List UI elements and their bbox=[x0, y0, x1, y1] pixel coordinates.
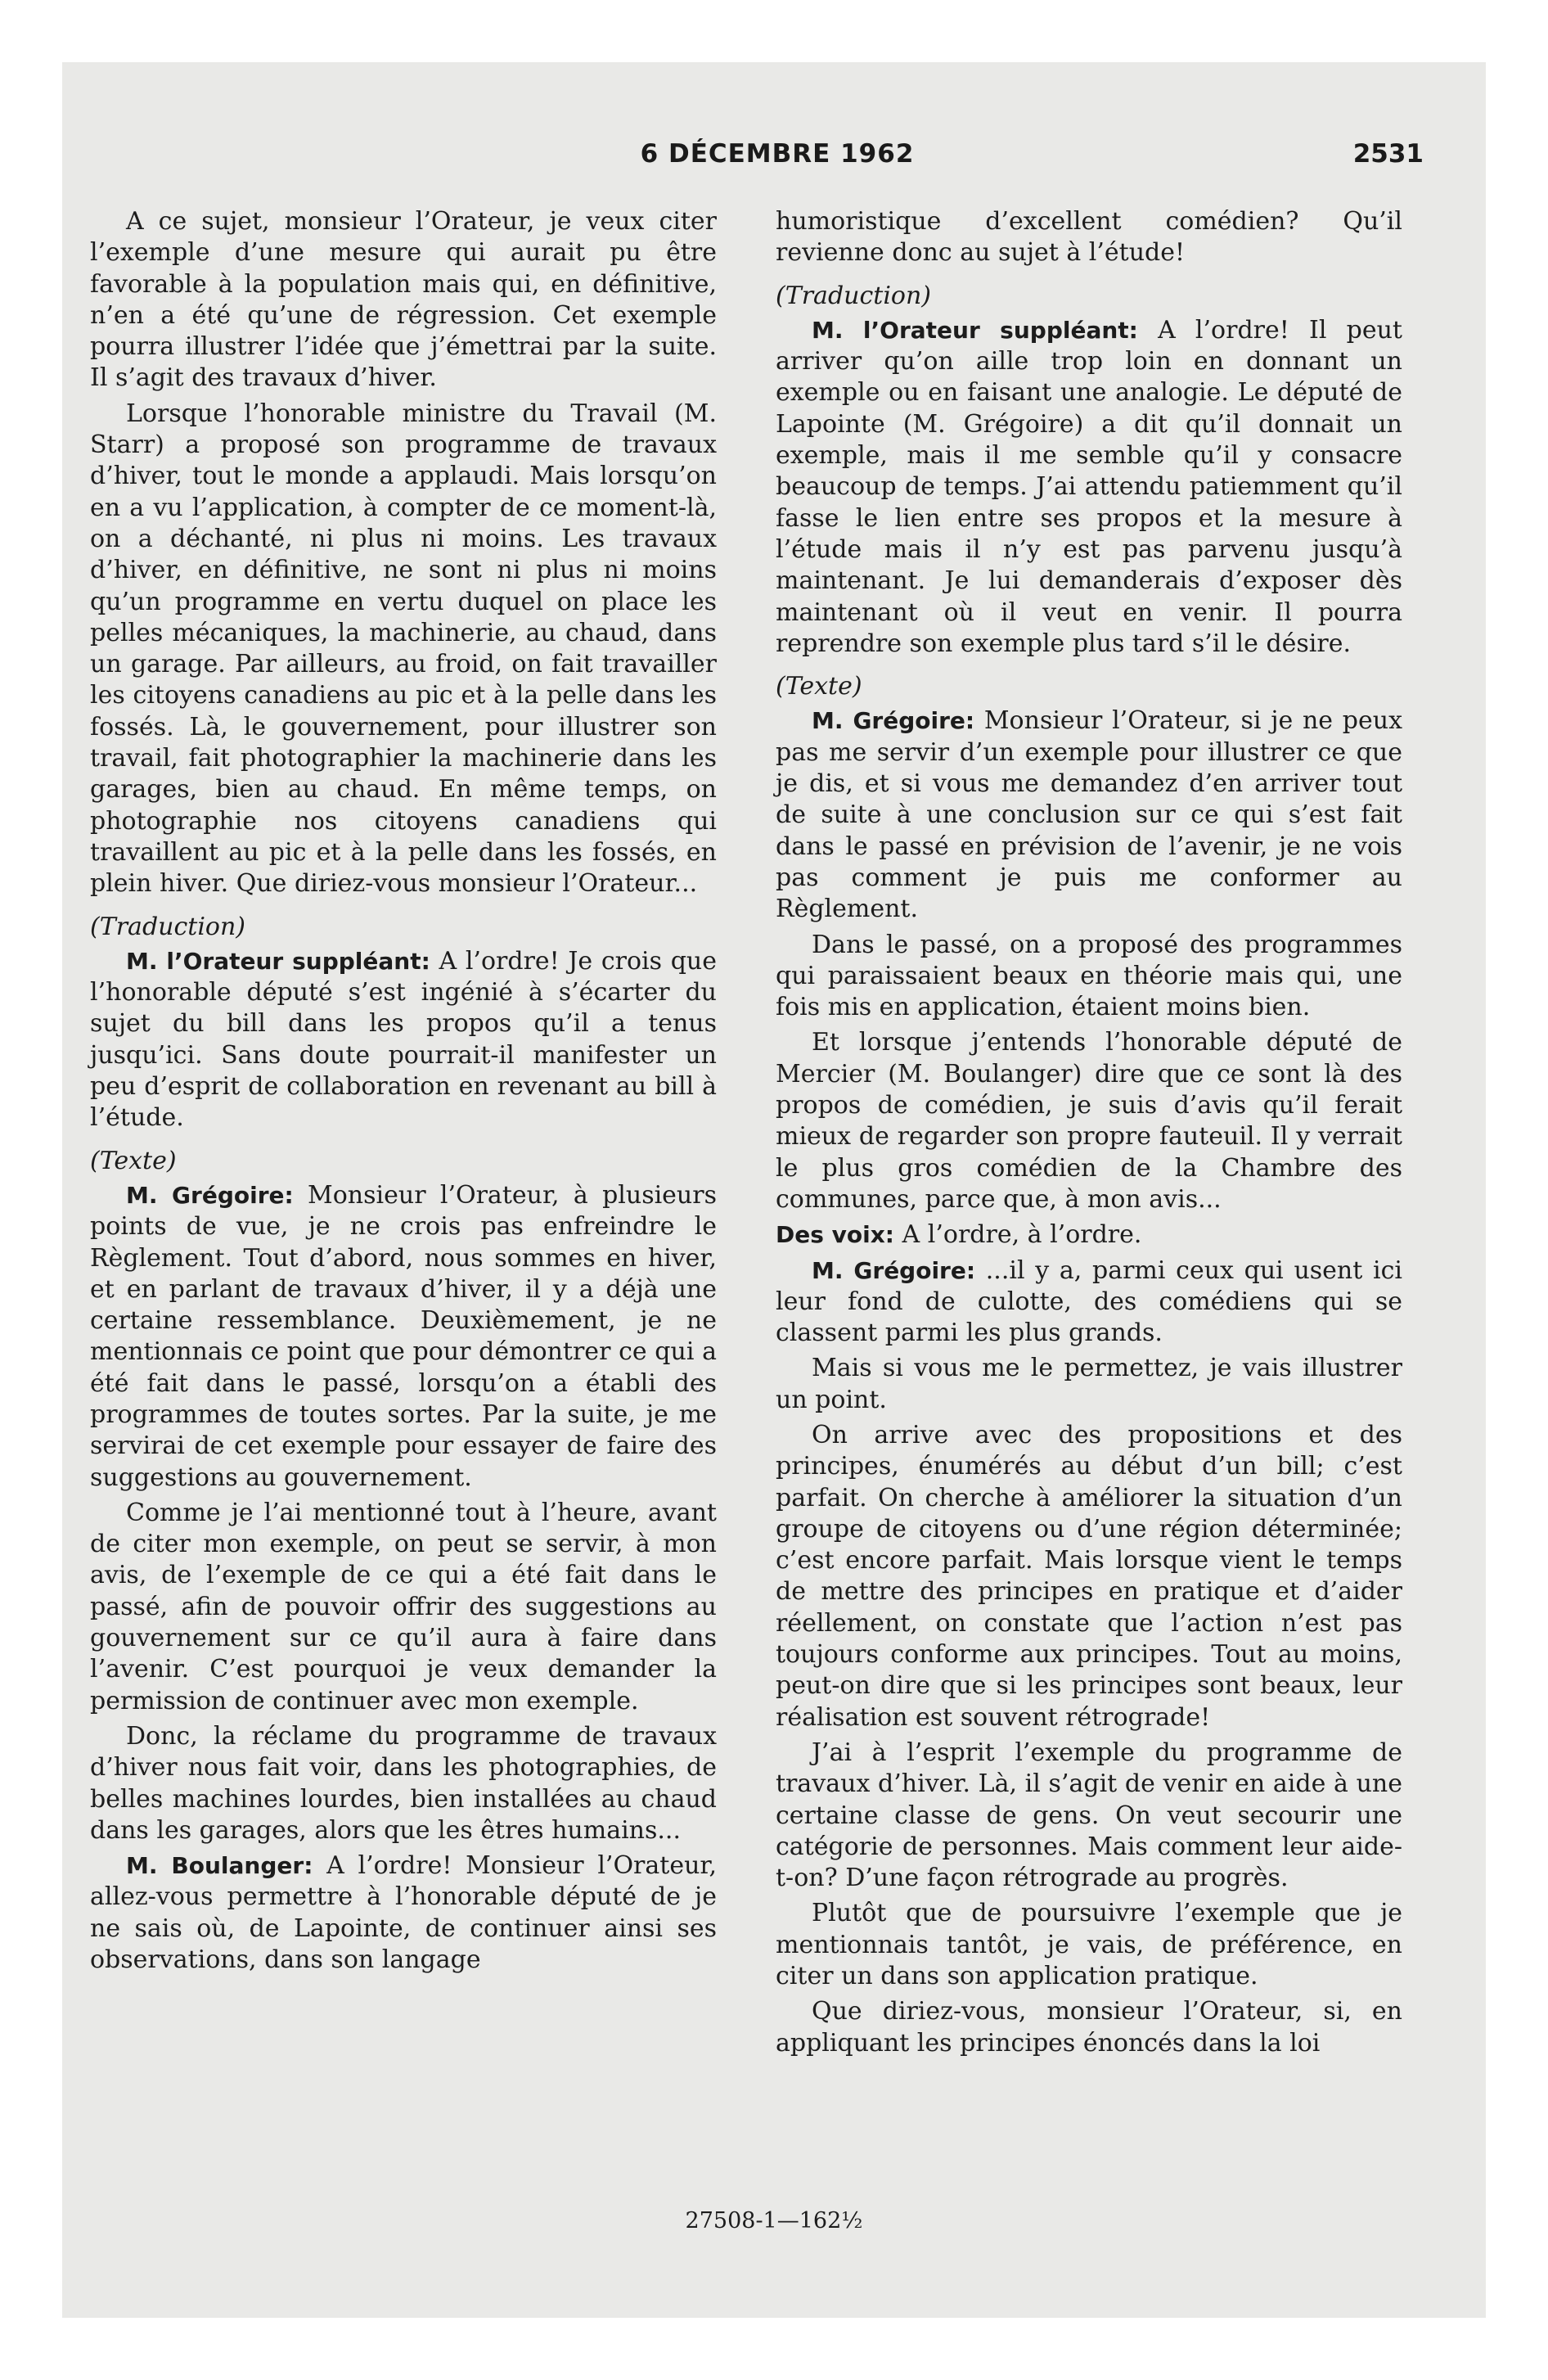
speech-text: Monsieur l’Orateur, si je ne peux pas me servir d’un exemple pour illustrer ce que je dis, et si vous me demandez d’en arriver tout de suite à une conclusion sur ce qui s’est fait dans le passé en prévision de l’avenir, je ne vois pas comment je puis me conformer au Règlement. bbox=[776, 706, 1402, 924]
speaker-name: M. Boulanger: bbox=[126, 1852, 313, 1880]
paragraph bbox=[90, 1498, 717, 1717]
speech bbox=[90, 1850, 717, 1976]
speech-text: Monsieur l’Orateur, à plusieurs points de vue, je ne crois pas enfreindre le Règlement. Tout d’abord, nous sommes en hiver, et en parlant de travaux d’hiver, il y a déjà une certaine ressemblance. Deuxièmement, je ne mentionnais ce point que pour démontrer ce qui a été fait dans le passé, lorsqu’on a établi des programmes de toutes sortes. Par la suite, je me servirai de cet exemple pour essayer de faire des suggestions au gouvernement. bbox=[90, 1180, 717, 1492]
speaker-name: M. l’Orateur suppléant: bbox=[126, 947, 430, 975]
speaker-name: M. Grégoire: bbox=[126, 1181, 294, 1209]
paragraph bbox=[776, 1738, 1402, 1894]
page-number: 2531 bbox=[1352, 139, 1424, 169]
paragraph-text: Comme je l’ai mentionné tout à l’heure, avant de citer mon exemple, on peut se servir, à mon avis, de l’exemple de ce qui a été fait dans le passé, afin de pouvoir offrir des suggestions au gouvernement sur ce qu’il aura à faire dans l’avenir. C’est pourquoi je veux demander la permission de continuer avec mon exemple. bbox=[90, 1498, 717, 1715]
paragraph-text: A ce sujet, monsieur l’Orateur, je veux citer l’exemple d’une mesure qui aurait pu être favorable à la population mais qui, en définitive, n’en a été qu’une de régression. Cet exemple pourra illustrer l’idée que j’émettrai par la suite. Il s’agit des travaux d’hiver. bbox=[90, 207, 717, 393]
speech-text: ...il y a, parmi ceux qui usent ici leur fond de culotte, des comédiens qui se classent parmi les plus grands. bbox=[776, 1255, 1402, 1348]
speech bbox=[90, 1180, 717, 1494]
paragraph-text: Lorsque l’honorable ministre du Travail (M. Starr) a proposé son programme de travaux d’hiver, tout le monde a applaudi. Mais lorsqu’on en a vu l’application, à compter de ce moment-là, on a déchanté, ni plus ni moins. Les travaux d’hiver, en définitive, ne sont ni plus ni moins qu’un programme en vertu duquel on place les pelles mécaniques, la machinerie, au chaud, dans un garage. Par ailleurs, au froid, on fait travailler les citoyens canadiens au pic et à la pelle dans les fossés. Là, le gouvernement, pour illustrer son travail, fait photographier la machinerie dans les garages, bien au chaud. En même temps, on photographie nos citoyens canadiens qui travaillent au pic et à la pelle dans les fossés, en plein hiver. Que diriez-vous monsieur l’Orateur... bbox=[90, 399, 717, 899]
paragraph-continued bbox=[776, 206, 1402, 269]
paragraph-text: Donc, la réclame du programme de travaux d’hiver nous fait voir, dans les photographies, de belles machines lourdes, bien installées au chaud dans les garages, alors que les êtres humains... bbox=[90, 1721, 717, 1845]
paragraph-text: Plutôt que de poursuivre l’exemple que je mentionnais tantôt, je vais, de préférence, en citer un dans son application pratique. bbox=[776, 1899, 1402, 1991]
language-label: (Texte) bbox=[776, 672, 862, 701]
paragraph-text: Que diriez-vous, monsieur l’Orateur, si, en appliquant les principes énoncés dans la loi bbox=[776, 1997, 1402, 2058]
paragraph-text: Et lorsque j’entends l’honorable député de Mercier (M. Boulanger) dire que ce sont là des propos de comédien, je suis d’avis qu’il ferait mieux de regarder son propre fauteuil. Il y verrait le plus gros comédien de la Chambre des communes, parce que, à mon avis... bbox=[776, 1028, 1402, 1214]
paragraph bbox=[90, 1721, 717, 1846]
paragraph-text: On arrive avec des propositions et des principes, énumérés au début d’un bill; c’est parfait. On cherche à améliorer la situation d’un groupe de citoyens ou d’une région déterminée; c’est encore parfait. Mais lorsque vient le temps de mettre des principes en pratique et d’aider réellement, on constate que l’action n’est pas toujours conforme aux principes. Tout au moins, peut-on dire que si les principes sont beaux, leur réalisation est souvent rétrograde! bbox=[776, 1420, 1402, 1732]
language-label: (Traduction) bbox=[776, 281, 932, 310]
right-column bbox=[776, 206, 1402, 2063]
speech bbox=[776, 1255, 1402, 1350]
page-header bbox=[131, 139, 1424, 178]
paragraph bbox=[776, 930, 1402, 1024]
language-label: (Texte) bbox=[90, 1146, 177, 1175]
left-column bbox=[90, 206, 717, 1980]
paragraph bbox=[90, 399, 717, 900]
paragraph bbox=[776, 1996, 1402, 2059]
speaker-name: M. Grégoire: bbox=[812, 1256, 976, 1284]
paragraph bbox=[776, 1898, 1402, 1992]
paragraph bbox=[90, 206, 717, 394]
paragraph-text: Dans le passé, on a proposé des programmes qui paraissaient beaux en théorie mais qui, une fois mis en application, étaient moins bien. bbox=[776, 930, 1402, 1022]
speaker-name: Des voix: bbox=[776, 1221, 894, 1249]
paragraph-text: humoristique d’excellent comédien? Qu’il revienne donc au sujet à l’étude! bbox=[776, 207, 1402, 268]
sheet-mark: 27508-1—162½ bbox=[685, 2208, 863, 2234]
speech-text: A l’ordre, à l’ordre. bbox=[902, 1220, 1142, 1250]
speaker-name: M. l’Orateur suppléant: bbox=[812, 316, 1138, 344]
language-label: (Traduction) bbox=[90, 912, 246, 941]
speech bbox=[776, 1219, 1402, 1251]
paragraph bbox=[776, 1027, 1402, 1215]
speech-text: A l’ordre! Je crois que l’honorable député s’est ingénié à s’écarter du sujet du bill dans les propos qu’il a tenus jusqu’ici. Sans doute pourrait-il manifester un peu d’esprit de collaboration en revenant au bill à l’étude. bbox=[90, 946, 717, 1133]
speech-text: A l’ordre! Monsieur l’Orateur, allez-vous permettre à l’honorable député de je ne sais où, de Lapointe, de continuer ainsi ses observations, dans son langage bbox=[90, 1851, 717, 1975]
paragraph bbox=[776, 1420, 1402, 1733]
paragraph-text: J’ai à l’esprit l’exemple du programme de travaux d’hiver. Là, il s’agit de venir en aide à une certaine classe de gens. On veut secourir une catégorie de personnes. Mais comment leur aide-t-on? D’une façon rétrograde au progrès. bbox=[776, 1738, 1402, 1893]
header-date: 6 DÉCEMBRE 1962 bbox=[640, 139, 915, 169]
speech bbox=[90, 946, 717, 1134]
speech bbox=[776, 315, 1402, 660]
speech-text: A l’ordre! Il peut arriver qu’on aille trop loin en donnant un exemple ou en faisant une analogie. Le député de Lapointe (M. Grégoire) a dit qu’il donnait un exemple, mais il me semble qu’il y consacre beaucoup de temps. J’ai attendu patiemment qu’il fasse le lien entre ses propos et la mesure à l’étude mais il n’y est pas parvenu jusqu’à maintenant. Je lui demanderais d’exposer dès maintenant où il veut en venir. Il pourra reprendre son exemple plus tard s’il le désire. bbox=[776, 315, 1402, 658]
speaker-name: M. Grégoire: bbox=[812, 707, 975, 735]
speech bbox=[776, 705, 1402, 925]
paragraph-text: Mais si vous me le permettez, je vais illustrer un point. bbox=[776, 1354, 1402, 1414]
paragraph bbox=[776, 1353, 1402, 1416]
